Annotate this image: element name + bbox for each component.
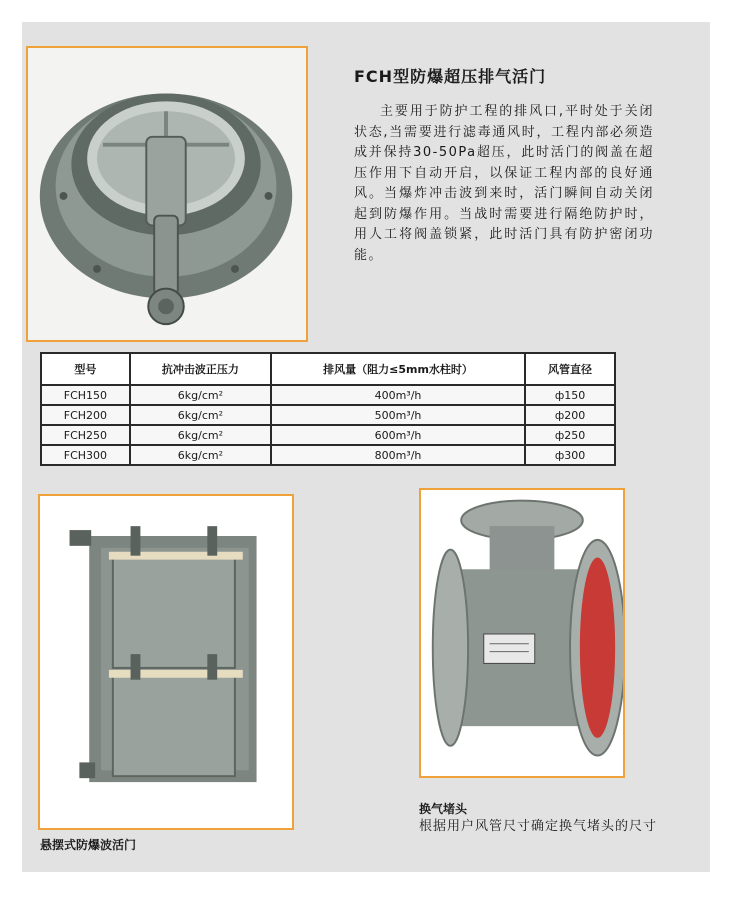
table-row [41, 425, 615, 445]
cell-pressure: 6kg/cm² [130, 425, 271, 445]
cell-pressure: 6kg/cm² [130, 405, 271, 425]
cell-airflow: 600m³/h [271, 425, 525, 445]
swing-door-image [40, 496, 292, 828]
product-title: FCH型防爆超压排气活门 [354, 67, 547, 86]
cell-model: FCH150 [41, 385, 130, 405]
cell-airflow: 500m³/h [271, 405, 525, 425]
circular-valve-image [28, 48, 306, 340]
spec-table [40, 352, 616, 466]
cell-diameter: ф250 [525, 425, 615, 445]
table-row [41, 385, 615, 405]
product-description: 主要用于防护工程的排风口,平时处于关闭状态,当需要进行滤毒通风时，工程内部必须造成并保持30-50Pa超压，此时活门的阀盖在超压作用下自动开启，以保证工程内部的良好通风。当爆炸冲击波到来时，活门瞬间自动关闭起到防爆作用。当战时需要进行隔绝防护时，用人工将阀盖锁紧，此时活门具有防护密闭功能。 [354, 104, 654, 263]
cell-model: FCH250 [41, 425, 130, 445]
table-row [41, 445, 615, 465]
header-model: 型号 [41, 353, 130, 385]
cell-model: FCH200 [41, 405, 130, 425]
cell-pressure: 6kg/cm² [130, 385, 271, 405]
plug-caption-title: 换气堵头 [419, 802, 468, 816]
ventilation-plug-image [421, 490, 623, 776]
cell-diameter: ф200 [525, 405, 615, 425]
table-header-row [41, 353, 615, 385]
cell-diameter: ф150 [525, 385, 615, 405]
header-pressure: 抗冲击波正压力 [130, 353, 271, 385]
swing-valve-photo [38, 494, 294, 830]
plug-caption-description: 根据用户风管尺寸确定换气堵头的尺寸 [419, 819, 658, 834]
cell-airflow: 800m³/h [271, 445, 525, 465]
cell-airflow: 400m³/h [271, 385, 525, 405]
table-row [41, 405, 615, 425]
cell-pressure: 6kg/cm² [130, 445, 271, 465]
header-airflow: 排风量（阻力≤5mm水柱时） [271, 353, 525, 385]
valve-photo [26, 46, 308, 342]
cell-diameter: ф300 [525, 445, 615, 465]
header-diameter: 风管直径 [525, 353, 615, 385]
ventilation-plug-photo [419, 488, 625, 778]
cell-model: FCH300 [41, 445, 130, 465]
swing-valve-caption: 悬摆式防爆波活门 [40, 838, 137, 852]
